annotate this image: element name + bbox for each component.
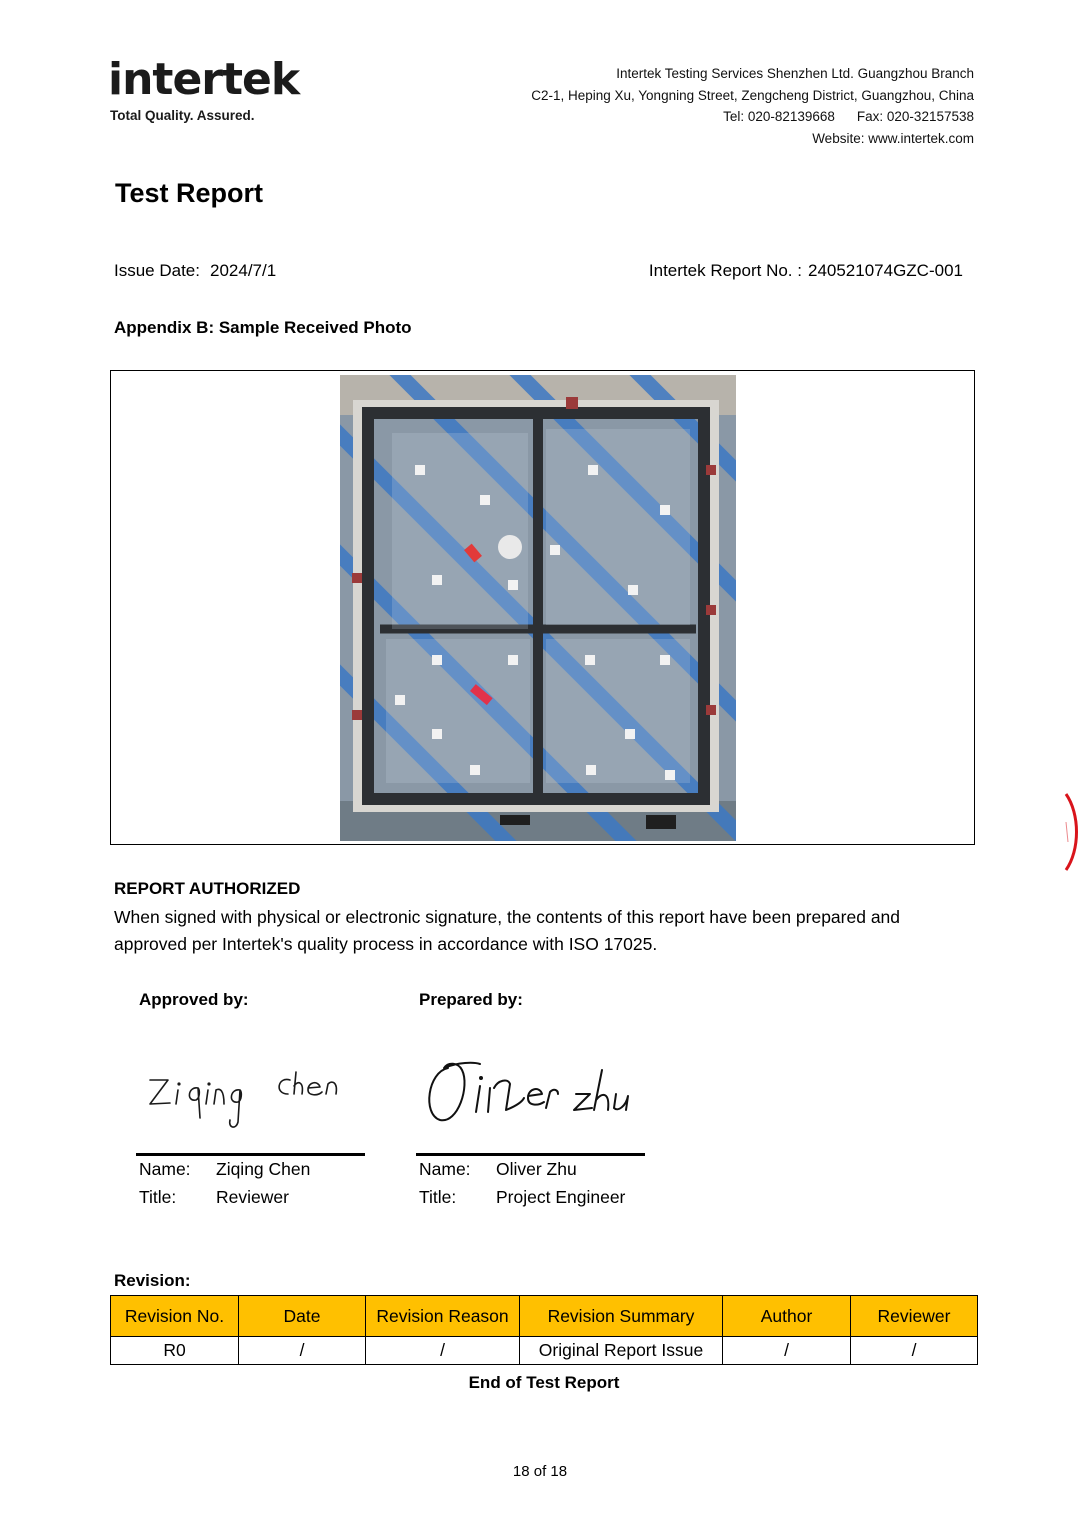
company-info xyxy=(531,63,974,149)
seal-stamp-icon xyxy=(1062,792,1080,872)
approver-name-key: Name: xyxy=(139,1159,191,1179)
end-of-report: End of Test Report xyxy=(468,1373,620,1392)
preparer-name: Oliver Zhu xyxy=(496,1159,577,1179)
issue-date-label: Issue Date: xyxy=(114,261,200,280)
col-author: Author xyxy=(723,1296,851,1337)
report-number-label: Intertek Report No. : xyxy=(648,261,802,280)
report-authorized-heading: REPORT AUTHORIZED xyxy=(114,879,301,898)
page-number: 18 of 18 xyxy=(512,1463,568,1480)
revision-header-row xyxy=(111,1296,978,1337)
prepared-by-label: Prepared by: xyxy=(419,990,523,1009)
logo-tagline: Total Quality. Assured. xyxy=(110,108,255,123)
preparer-signature-line xyxy=(416,1153,645,1156)
approver-title: Reviewer xyxy=(216,1187,289,1207)
cell-revision-no: R0 xyxy=(111,1337,239,1365)
approved-block xyxy=(139,990,249,1010)
approver-title-key: Title: xyxy=(139,1187,177,1207)
company-fax: Fax: 020-32157538 xyxy=(856,109,974,124)
col-revision-no: Revision No. xyxy=(111,1296,239,1337)
company-contact xyxy=(531,106,974,128)
report-number xyxy=(649,261,963,281)
sample-window-photo xyxy=(340,375,736,841)
company-name: Intertek Testing Services Shenzhen Ltd. Guangzhou Branch xyxy=(616,66,974,81)
col-date: Date xyxy=(239,1296,366,1337)
col-reviewer: Reviewer xyxy=(851,1296,978,1337)
approver-signature xyxy=(140,1060,350,1135)
appendix-title: Appendix B: Sample Received Photo xyxy=(114,318,412,337)
company-website: Website: www.intertek.com xyxy=(812,130,974,146)
preparer-title: Project Engineer xyxy=(496,1187,626,1207)
col-revision-summary: Revision Summary xyxy=(520,1296,723,1337)
issue-date-value: 2024/7/1 xyxy=(210,261,277,280)
company-tel: Tel: 020-82139668 xyxy=(723,109,835,124)
preparer-signature xyxy=(418,1050,648,1130)
preparer-title-key: Title: xyxy=(419,1187,457,1207)
page-title: Test Report xyxy=(115,178,264,208)
preparer-name-key: Name: xyxy=(419,1159,471,1179)
cell-date: / xyxy=(239,1337,366,1365)
logo-wordmark: intertek xyxy=(108,54,300,105)
intertek-logo xyxy=(108,54,300,123)
cell-revision-summary: Original Report Issue xyxy=(520,1337,723,1365)
report-authorized-text: When signed with physical or electronic signature, the contents of this report have been prepared and approved per Intertek's quality process in accordance with ISO 17025. xyxy=(114,907,901,954)
approver-signature-line xyxy=(136,1153,365,1156)
prepared-block xyxy=(419,990,523,1010)
report-number-value: 240521074GZC-001 xyxy=(807,261,963,280)
cell-revision-reason: / xyxy=(366,1337,520,1365)
approved-by-label: Approved by: xyxy=(139,990,249,1009)
revision-heading: Revision: xyxy=(114,1271,191,1290)
preparer-title-row xyxy=(419,1187,625,1208)
col-revision-reason: Revision Reason xyxy=(366,1296,520,1337)
approver-title-row xyxy=(139,1187,289,1208)
approver-name: Ziqing Chen xyxy=(216,1159,311,1179)
cell-author: / xyxy=(723,1337,851,1365)
cell-reviewer: / xyxy=(851,1337,978,1365)
company-address: C2-1, Heping Xu, Yongning Street, Zengcheng District, Guangzhou, China xyxy=(531,87,974,103)
approver-name-row xyxy=(139,1159,310,1180)
table-row xyxy=(111,1337,978,1365)
revision-table xyxy=(110,1295,978,1365)
issue-date xyxy=(114,261,276,281)
preparer-name-row xyxy=(419,1159,577,1180)
